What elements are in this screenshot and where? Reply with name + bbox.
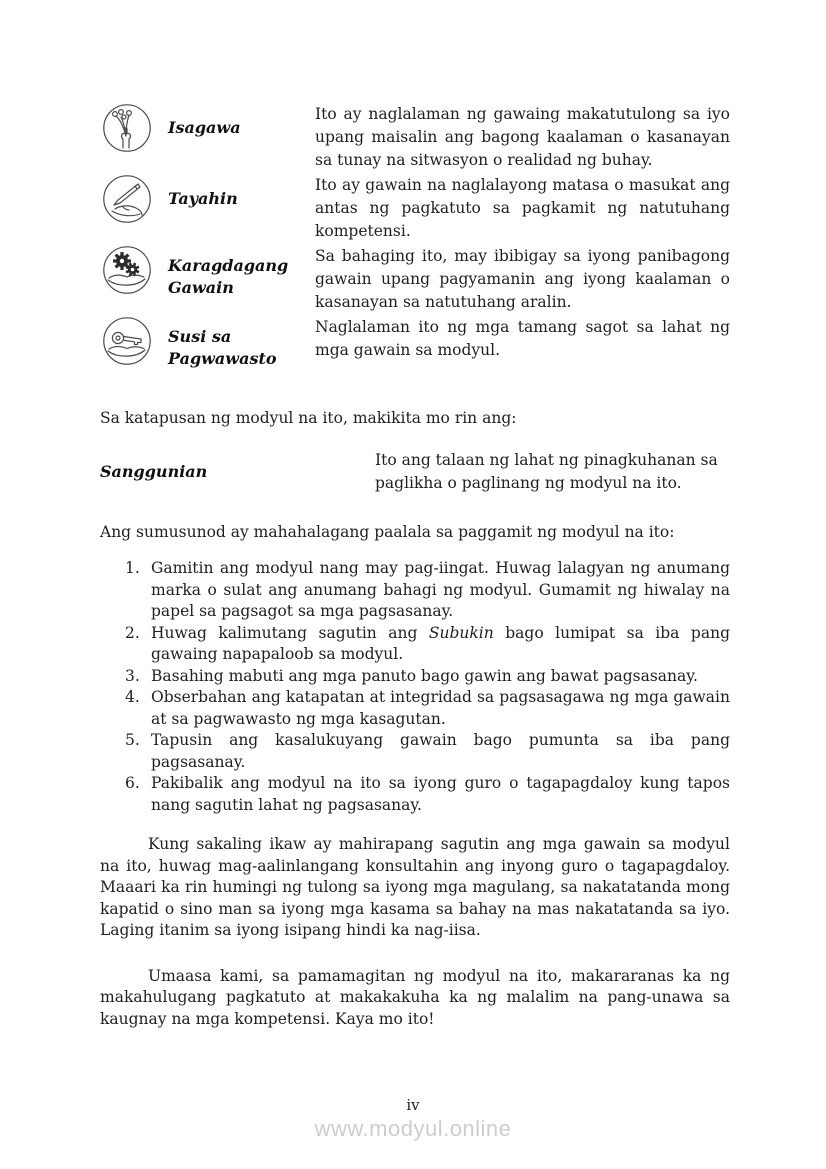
legend-description: Ito ay naglalaman ng gawaing makatutulong sa iyo upang maisalin ang bagong kaalaman o kasanayan sa tunay na sitwasyon o realidad ng buhay.	[315, 105, 730, 169]
hand-writing-pen-icon	[100, 174, 168, 224]
legend-row-karagdagang-gawain	[100, 245, 730, 314]
reminders-intro: Ang sumusunod ay mahahalagang paalala sa paggamit ng modyul na ito:	[100, 523, 675, 541]
watermark: www.modyul.online	[314, 1116, 512, 1141]
sanggunian-label: Sanggunian	[100, 462, 208, 482]
reminder-item	[125, 773, 730, 816]
reminder-item	[125, 558, 730, 623]
reminder-item	[125, 730, 730, 773]
reminder-item	[125, 687, 730, 730]
legend-description: Naglalaman ito ng mga tamang sagot sa lahat ng mga gawain sa modyul.	[315, 318, 730, 359]
legend-label: Tayahin	[168, 189, 238, 208]
gears-on-hand-icon	[100, 245, 168, 295]
module-intro-content	[100, 103, 730, 1030]
sanggunian-description: Ito ang talaan ng lahat ng pinagkuhanan sa paglikha o paglinang ng modyul na ito.	[375, 451, 718, 492]
reminder-number: 3.	[125, 666, 140, 685]
reminder-text: Pakibalik ang modyul na ito sa iyong guro o tagapagdaloy kung tapos nang sagutin lahat ng pagsasanay.	[151, 774, 730, 814]
reminder-text: Obserbahan ang katapatan at integridad sa pagsasagawa ng mga gawain at sa pagwawasto ng mga kasagutan.	[151, 688, 730, 728]
closing-note: Sa katapusan ng modyul na ito, makikita mo rin ang:	[100, 409, 517, 427]
sanggunian-row	[100, 449, 730, 495]
module-icon-legend	[100, 103, 730, 370]
body-paragraph: Kung sakaling ikaw ay mahirapang sagutin ang mga gawain sa modyul na ito, huwag mag-aalinlangang konsultahin ang inyong guro o tagapagdaloy. Maaari ka rin humingi ng tulong sa iyong mga magulang, sa nakatatanda mong kapatid o sino man sa iyong mga kasama sa bahay na mas nakatatanda sa iyo. Laging itanim sa iyong isipang hindi ka nag-iisa.	[100, 835, 730, 939]
reminder-text: Huwag kalimutang sagutin ang Subukin bago lumipat sa iba pang gawaing napapaloob sa modyul.	[151, 623, 730, 663]
reminder-text: Basahing mabuti ang mga panuto bago gawin ang bawat pagsasanay.	[151, 666, 698, 685]
legend-description: Ito ay gawain na naglalayong matasa o masukat ang antas ng pagkatuto sa pagkamit ng natutuhang kompetensi.	[315, 176, 730, 240]
reminder-item	[125, 623, 730, 666]
hand-holding-flowers-icon	[100, 103, 168, 153]
reminder-item	[125, 666, 730, 688]
reminder-number: 4.	[125, 688, 140, 706]
legend-row-susi-sa-pagwawasto	[100, 316, 730, 370]
key-on-hand-icon	[100, 316, 168, 366]
reminder-number: 1.	[125, 559, 140, 577]
legend-label: Susi sa Pagwawasto	[168, 327, 277, 368]
page-number: iv	[406, 1096, 420, 1114]
body-paragraph: Umaasa kami, sa pamamagitan ng modyul na ito, makararanas ka ng makahulugang pagkatuto at makakakuha ka ng malalim na pang-unawa sa kaugnay na mga kompetensi. Kaya mo ito!	[100, 966, 730, 1028]
legend-label: Isagawa	[168, 118, 241, 137]
legend-row-tayahin	[100, 174, 730, 243]
legend-row-isagawa	[100, 103, 730, 172]
emphasized-word: Subukin	[428, 623, 494, 642]
reminder-number: 6.	[125, 774, 140, 792]
reminder-text: Gamitin ang modyul nang may pag-iingat. Huwag lalagyan ng anumang marka o sulat ang anumang bahagi ng modyul. Gumamit ng hiwalay na papel sa pagsagot sa mga pagsasanay.	[151, 559, 730, 620]
reminder-number: 2.	[125, 623, 140, 642]
legend-description: Sa bahaging ito, may ibibigay sa iyong panibagong gawain upang pagyamanin ang iyong kaalaman o kasanayan sa natutuhang aralin.	[315, 247, 730, 311]
legend-label: Karagdagang Gawain	[168, 256, 289, 297]
reminder-number: 5.	[125, 731, 140, 749]
reminder-text: Tapusin ang kasalukuyang gawain bago pumunta sa iba pang pagsasanay.	[151, 731, 730, 771]
reminders-list	[100, 558, 730, 816]
